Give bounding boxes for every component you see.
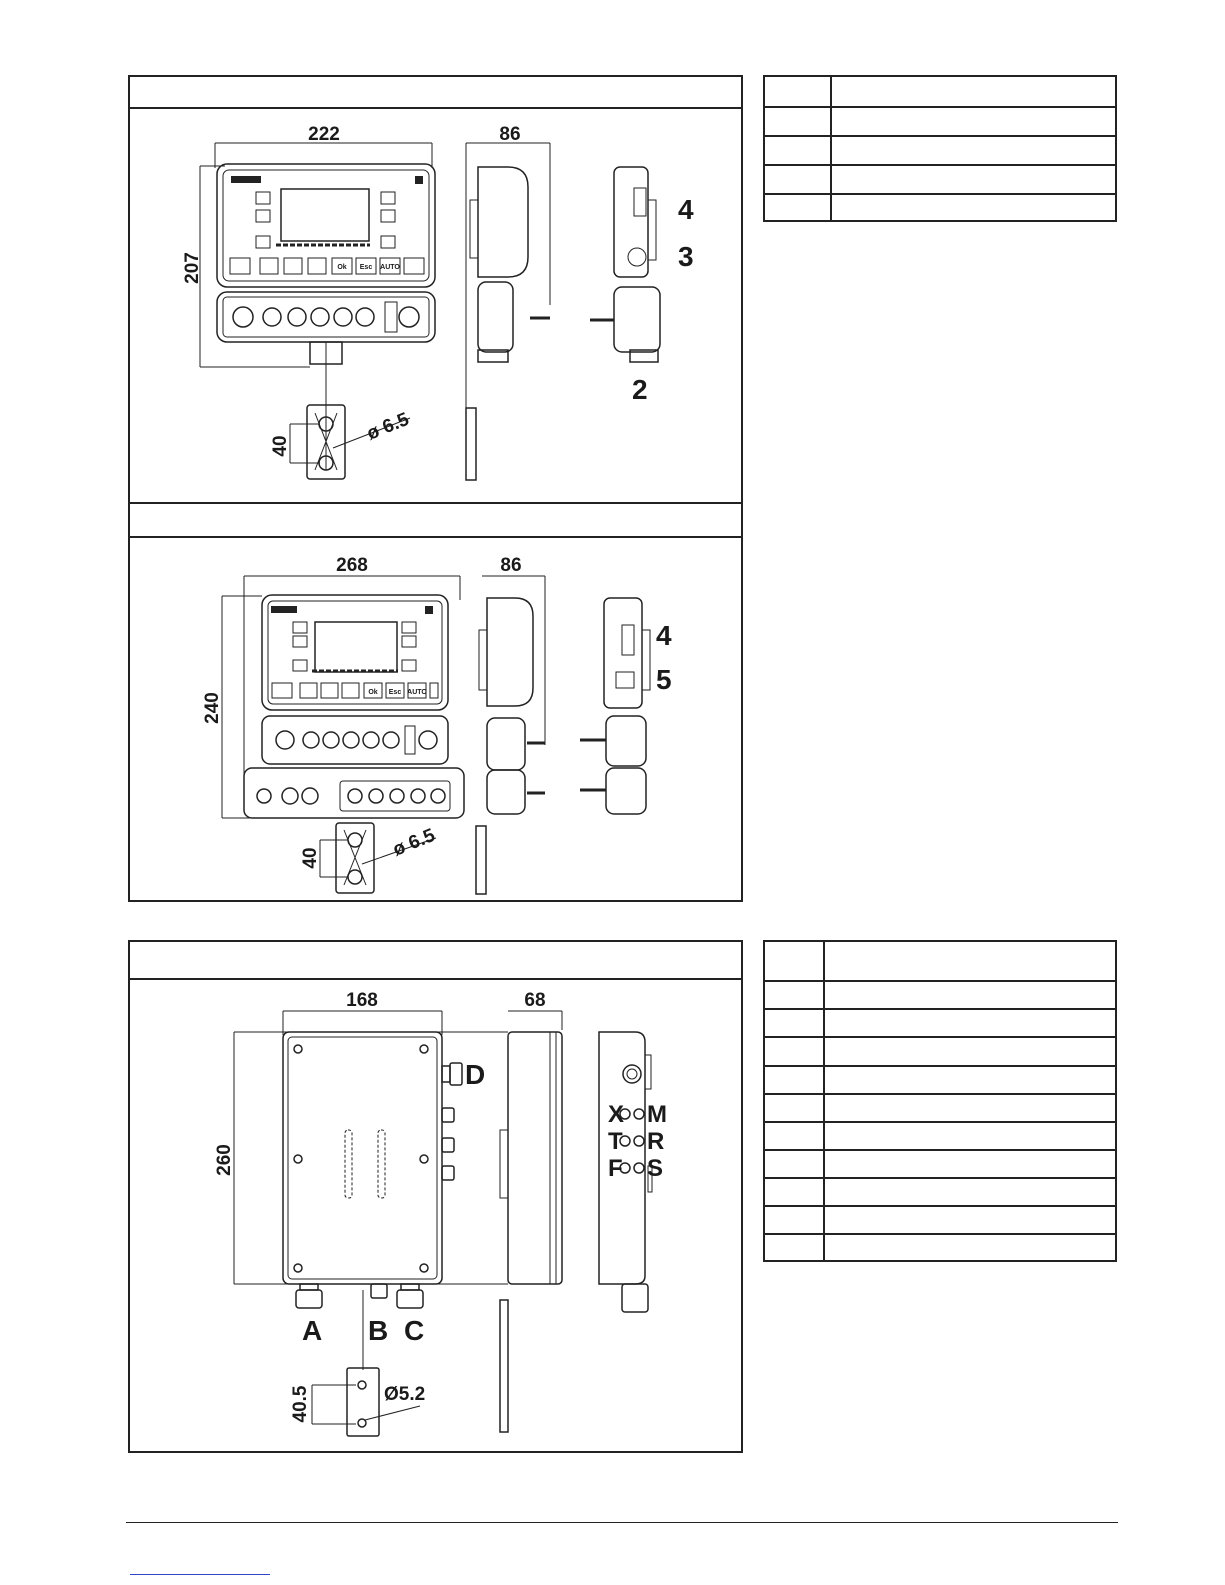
footer-link-underline[interactable] [130, 1574, 270, 1575]
bracket-label-2: 40 [300, 847, 321, 869]
gland-c-label: C [404, 1315, 425, 1346]
legend-row [765, 1235, 1115, 1264]
legend-row [765, 982, 1115, 1010]
width-label-2: 268 [336, 555, 368, 576]
auto-button-label-1: AUTO [380, 264, 400, 271]
esc-button-label-1: Esc [359, 264, 373, 271]
height-label-2: 240 [202, 692, 223, 724]
width-label-1: 222 [308, 124, 340, 145]
callout-2-top: 2 [632, 374, 648, 405]
width-label-3: 168 [346, 990, 378, 1011]
legend-row [765, 1207, 1115, 1235]
legend-row [765, 1151, 1115, 1179]
port-x-label: X [608, 1101, 625, 1128]
legend-row [765, 1010, 1115, 1038]
hole-label-1: ø 6.5 [364, 408, 413, 445]
port-r-label: R [647, 1128, 665, 1155]
height-label-1: 207 [182, 252, 203, 284]
hole-label-3: Ø5.2 [384, 1384, 426, 1405]
legend-row [765, 1123, 1115, 1151]
ok-button-label-1: Ok [337, 264, 347, 271]
legend-row [765, 1095, 1115, 1123]
footer-rule [126, 1522, 1118, 1523]
esc-button-label-2: Esc [388, 689, 402, 696]
callout-3-top: 3 [678, 241, 694, 272]
callout-4-top: 4 [678, 194, 694, 225]
legend-row [765, 1179, 1115, 1207]
bracket-label-3: 40.5 [290, 1385, 311, 1423]
gland-d-label: D [465, 1059, 486, 1090]
legend-row [765, 1038, 1115, 1067]
bracket-label-1: 40 [270, 435, 291, 457]
callout-5-mid: 5 [656, 664, 672, 695]
legend-row [765, 1067, 1115, 1095]
depth-label-1: 86 [499, 124, 521, 145]
gland-b-label: B [368, 1315, 389, 1346]
port-f-label: F [608, 1155, 623, 1182]
ok-button-label-2: Ok [368, 689, 378, 696]
depth-label-2: 86 [500, 555, 522, 576]
bottom-legend-table [763, 940, 1117, 1262]
port-m-label: M [647, 1101, 667, 1128]
callout-4-mid: 4 [656, 620, 672, 651]
port-s-label: S [647, 1155, 664, 1182]
hole-label-2: ø 6.5 [390, 824, 439, 861]
depth-label-3: 68 [524, 990, 546, 1011]
legend-row [765, 942, 1115, 982]
gland-a-label: A [302, 1315, 323, 1346]
port-t-label: T [608, 1128, 623, 1155]
height-label-3: 260 [214, 1144, 235, 1176]
auto-button-label-2: AUTO [407, 689, 427, 696]
